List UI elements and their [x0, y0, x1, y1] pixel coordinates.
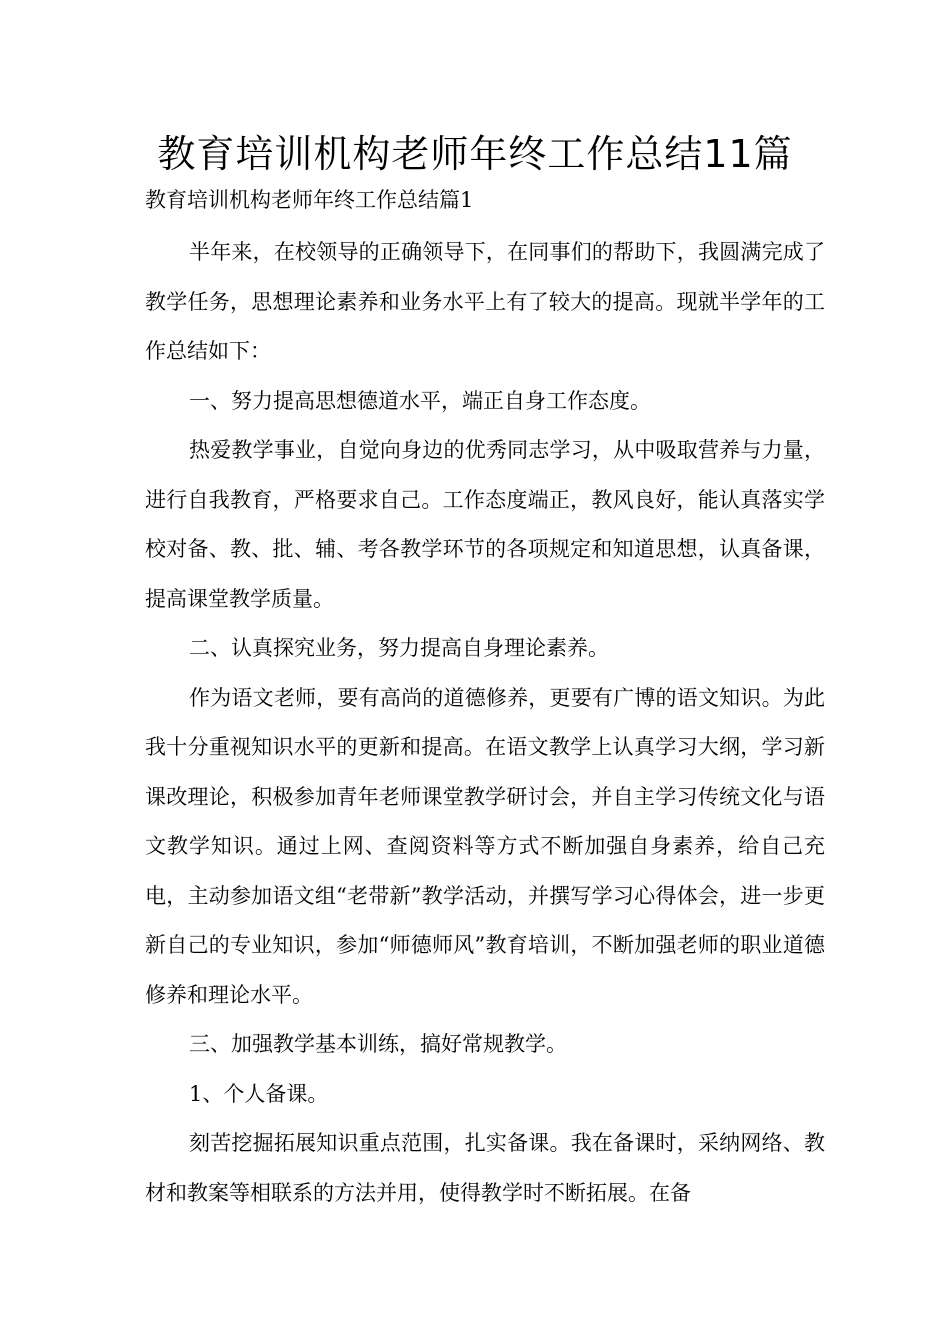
- paragraph-intro: 半年来，在校领导的正确领导下，在同事们的帮助下，我圆满完成了教学任务，思想理论素养和业务水平上有了较大的提高。现就半学年的工作总结如下：: [145, 240, 825, 363]
- paragraph-section-2: 作为语文老师，要有高尚的道德修养，更要有广博的语文知识。为此我十分重视知识水平的更新和提高。在语文教学上认真学习大纲，学习新课改理论，积极参加青年老师课堂教学研讨会，并自主学习传统文化与语文教学知识。通过上网、查阅资料等方式不断加强自身素养，给自己充电，主动参加语文组“老带新”教学活动，并撰写学习心得体会，进一步更新自己的专业知识，参加“师德师风”教育培训，不断加强老师的职业道德修养和理论水平。: [145, 685, 825, 1007]
- heading-section-3: 三、加强教学基本训练，搞好常规教学。: [189, 1032, 567, 1056]
- paragraph-lesson-prep: 刻苦挖掘拓展知识重点范围，扎实备课。我在备课时，采纳网络、教材和教案等相联系的方法并用，使得教学时不断拓展。在备: [145, 1131, 825, 1205]
- document-body: [145, 180, 825, 1218]
- subheading-lesson-prep: 1、个人备课。: [189, 1081, 329, 1106]
- section-subtitle: 教育培训机构老师年终工作总结篇1: [145, 188, 474, 212]
- paragraph-section-1: 热爱教学事业，自觉向身边的优秀同志学习，从中吸取营养与力量，进行自我教育，严格要求自己。工作态度端正，教风良好，能认真落实学校对备、教、批、辅、考各教学环节的各项规定和知道思想，认真备课，提高课堂教学质量。: [145, 438, 825, 611]
- heading-section-1: 一、努力提高思想德道水平，端正自身工作态度。: [189, 388, 651, 413]
- document-title: 教育培训机构老师年终工作总结11篇: [157, 132, 793, 176]
- heading-section-2: 二、认真探究业务，努力提高自身理论素养。: [189, 636, 609, 660]
